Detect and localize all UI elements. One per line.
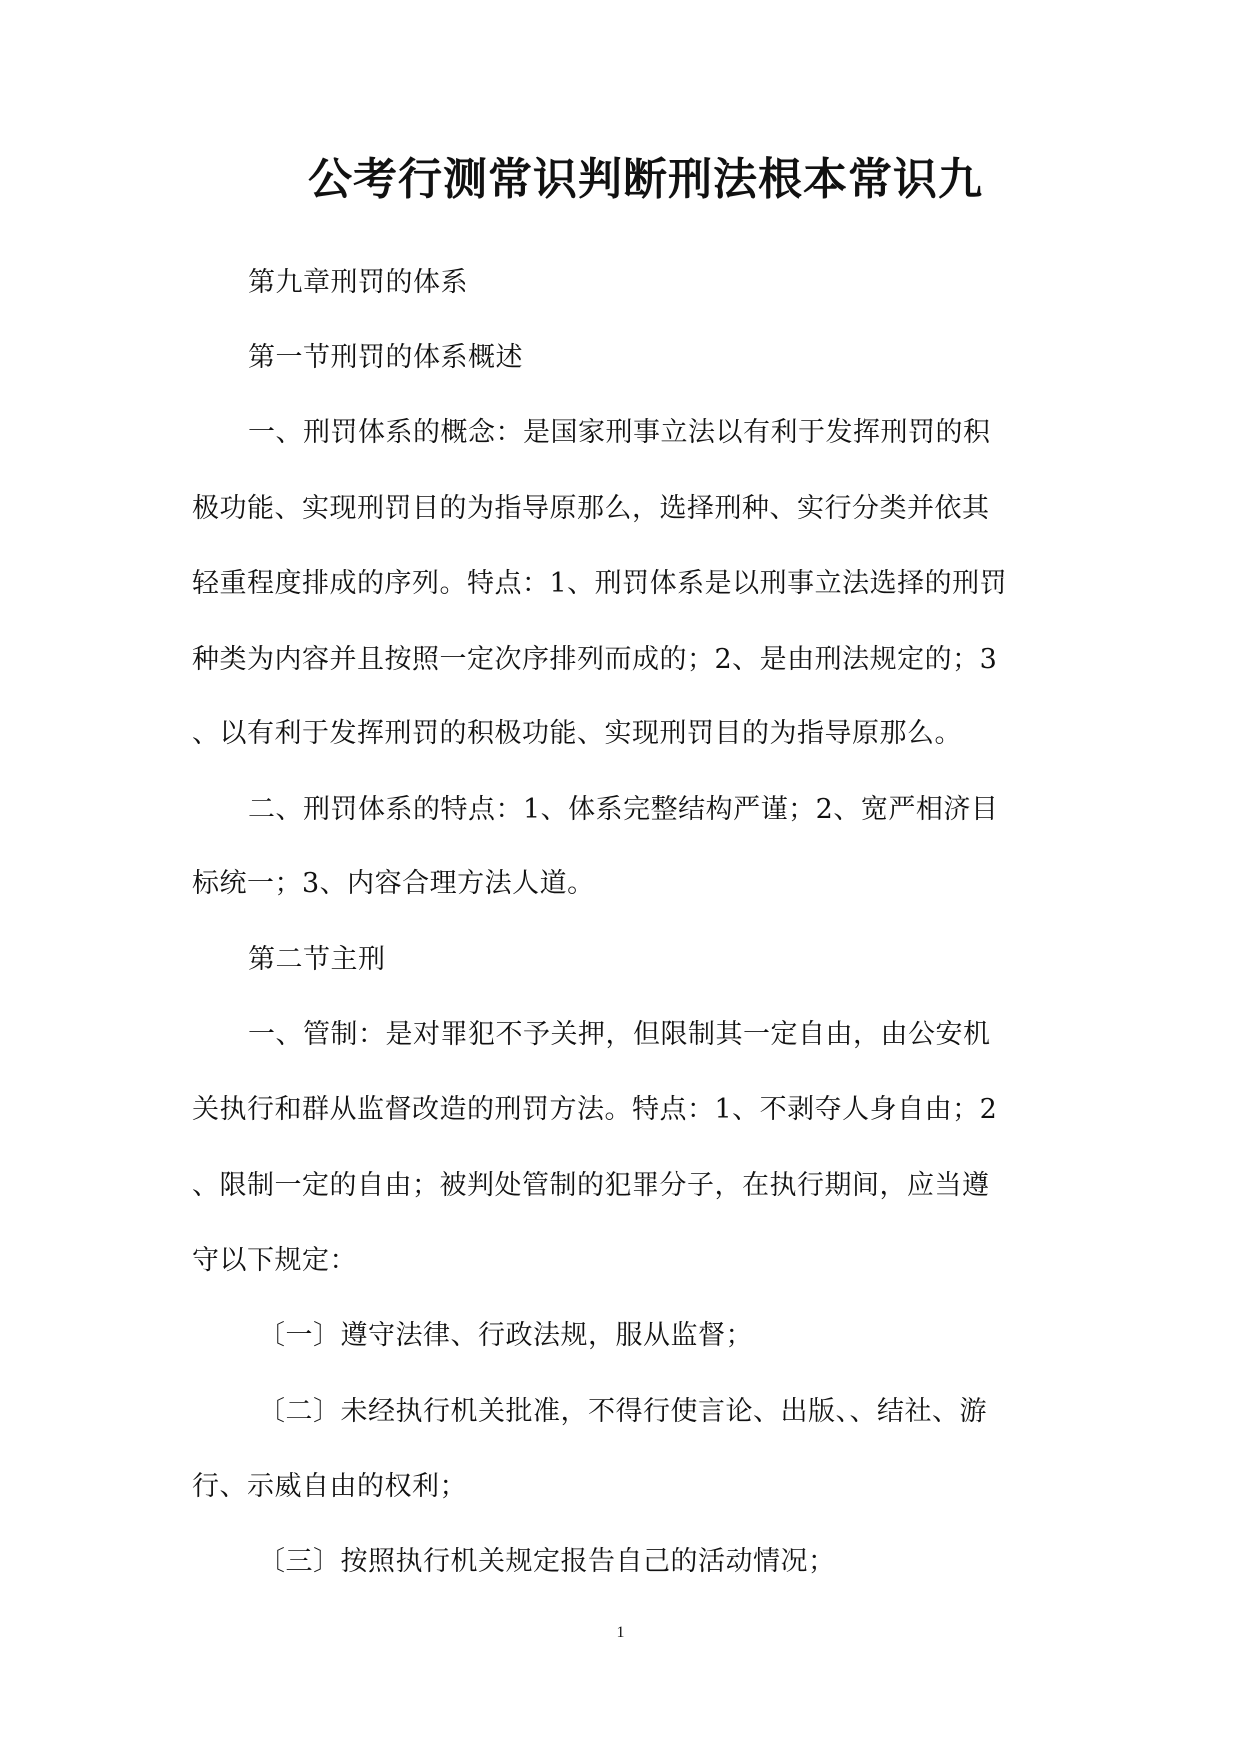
paragraph-line: 、以有利于发挥刑罚的积极功能、实现刑罚目的为指导原那么。 [192, 718, 962, 749]
document-title: 公考行测常识判断刑法根本常识九 [308, 154, 983, 205]
list-item-continuation: 行、示威自由的权利； [192, 1471, 467, 1502]
list-item: 〔三〕按照执行机关规定报告自己的活动情况； [258, 1546, 836, 1577]
paragraph-line: 、限制一定的自由；被判处管制的犯罪分子，在执行期间，应当遵 [192, 1170, 990, 1201]
paragraph-line: 守以下规定： [192, 1245, 357, 1276]
paragraph-line: 种类为内容并且按照一定次序排列而成的；2、是由刑法规定的；3 [192, 644, 998, 675]
page-number: 1 [616, 1624, 625, 1641]
paragraph-line: 一、刑罚体系的概念：是国家刑事立法以有利于发挥刑罚的积 [248, 417, 991, 448]
paragraph-line: 极功能、实现刑罚目的为指导原那么，选择刑种、实行分类并依其 [192, 493, 990, 524]
section-heading: 第一节刑罚的体系概述 [248, 342, 523, 373]
paragraph-line: 轻重程度排成的序列。特点：1、刑罚体系是以刑事立法选择的刑罚 [192, 568, 1008, 599]
paragraph-line: 二、刑罚体系的特点：1、体系完整结构严谨；2、宽严相济目 [248, 794, 999, 825]
section-heading: 第二节主刑 [248, 944, 386, 975]
paragraph-line: 一、管制：是对罪犯不予关押，但限制其一定自由，由公安机 [248, 1019, 991, 1050]
list-item: 〔二〕未经执行机关批准，不得行使言论、出版、、结社、游 [258, 1396, 987, 1427]
chapter-heading: 第九章刑罚的体系 [248, 267, 468, 298]
paragraph-line: 标统一；3、内容合理方法人道。 [192, 868, 595, 899]
list-item: 〔一〕遵守法律、行政法规，服从监督； [258, 1320, 753, 1351]
paragraph-line: 关执行和群从监督改造的刑罚方法。特点：1、不剥夺人身自由；2 [192, 1094, 998, 1125]
